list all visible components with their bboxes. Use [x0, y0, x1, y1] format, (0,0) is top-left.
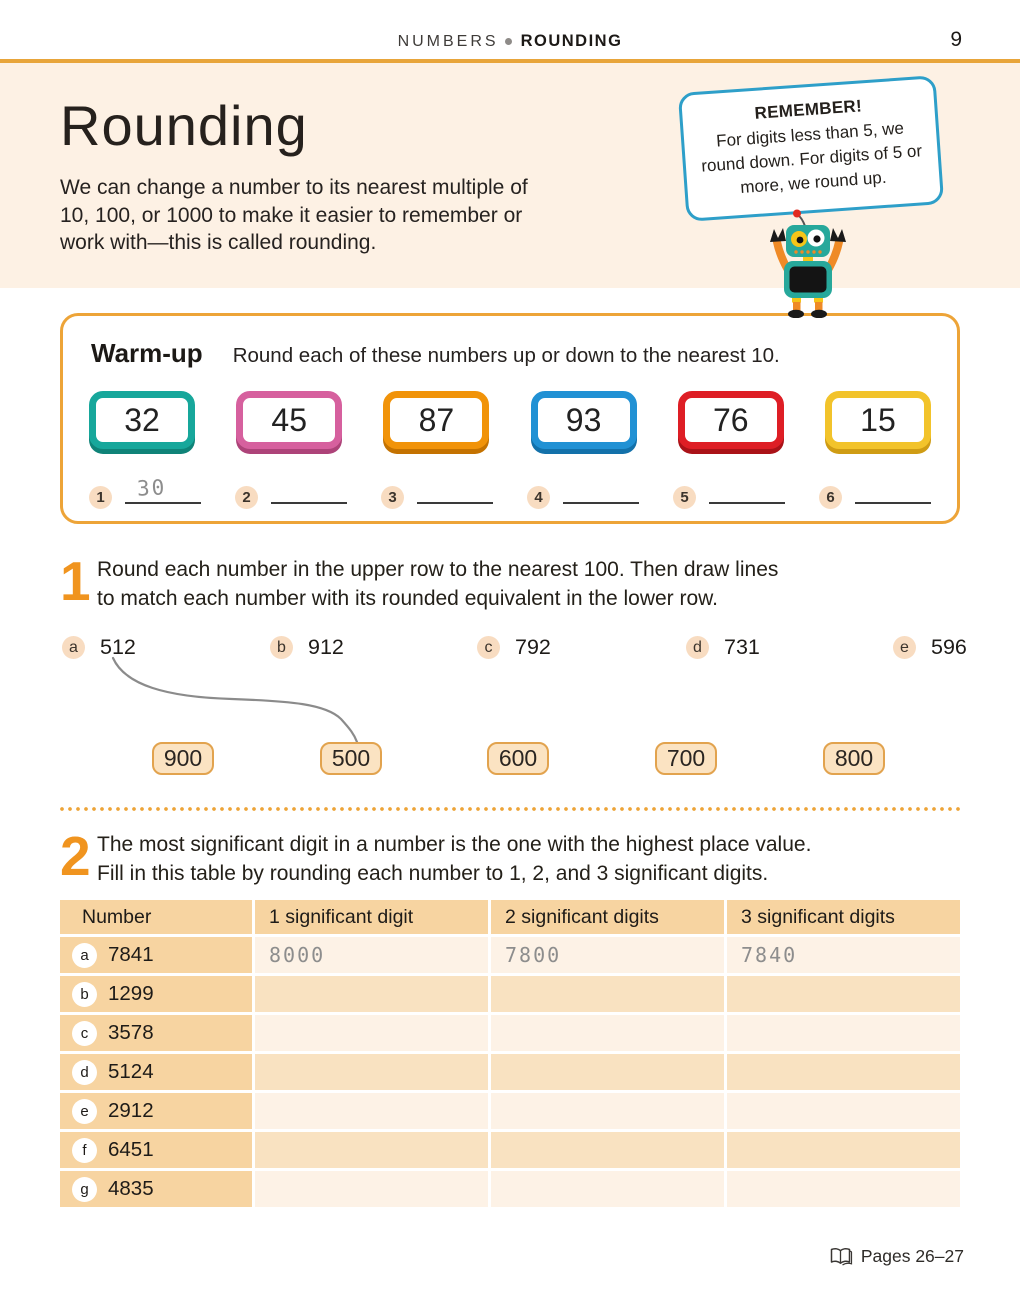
- warmup-card-45: 45: [236, 391, 342, 449]
- match-item-value: 912: [308, 635, 344, 659]
- exercise2-instruction-line1: The most significant digit in a number is the one with the highest place value.: [97, 833, 812, 856]
- row-letter-badge: d: [72, 1060, 97, 1085]
- row-letter-badge: a: [72, 943, 97, 968]
- table-header-2-sig-digits: 2 significant digits: [491, 900, 724, 934]
- table-header-number: Number: [60, 900, 252, 934]
- table-answer-cell-b-2sig[interactable]: [491, 976, 724, 1012]
- exercise1-instruction-line1: Round each number in the upper row to the nearest 100. Then draw lines: [97, 558, 779, 581]
- table-answer-cell-f-3sig[interactable]: [727, 1132, 960, 1168]
- exercise2-number: 2: [60, 825, 91, 887]
- match-item-letter: d: [686, 636, 709, 659]
- match-item-letter: b: [270, 636, 293, 659]
- handwritten-answer: 8000: [269, 943, 326, 967]
- table-row-c-number: [60, 1015, 252, 1051]
- warmup-answer-blank[interactable]: [417, 502, 493, 504]
- warmup-answer-blank[interactable]: [125, 502, 201, 504]
- warmup-slot-number: 3: [381, 486, 404, 509]
- row-number-value: 2912: [108, 1099, 154, 1122]
- table-answer-cell-d-1sig[interactable]: [255, 1054, 488, 1090]
- warmup-slot-number: 1: [89, 486, 112, 509]
- table-header-3-sig-digits: 3 significant digits: [727, 900, 960, 934]
- intro-text: We can change a number to its nearest multiple of 10, 100, or 1000 to make it easier to remember or work with—this is called rounding.: [60, 176, 528, 254]
- match-item-value: 596: [931, 635, 967, 659]
- row-number-value: 3578: [108, 1021, 154, 1044]
- table-row-d-number: [60, 1054, 252, 1090]
- matching-exercise-area: [0, 613, 1020, 799]
- row-letter-badge: b: [72, 982, 97, 1007]
- table-answer-cell-a-1sig[interactable]: [255, 937, 488, 973]
- row-number-value: 4835: [108, 1177, 154, 1200]
- handwritten-answer: 7840: [741, 943, 798, 967]
- warmup-label: Warm-up: [91, 338, 203, 368]
- table-answer-cell-b-1sig[interactable]: [255, 976, 488, 1012]
- match-target-box-500[interactable]: 500: [320, 742, 382, 775]
- exercise1-header: [60, 550, 960, 613]
- table-row-b-number: [60, 976, 252, 1012]
- page-number: 9: [950, 28, 962, 51]
- warmup-slot-number: 2: [235, 486, 258, 509]
- warmup-answer-slot-5: [673, 480, 785, 510]
- table-answer-cell-c-3sig[interactable]: [727, 1015, 960, 1051]
- warmup-answer-slot-3: [381, 480, 493, 510]
- match-top-item-b: [270, 635, 344, 660]
- breadcrumb-section: NUMBERS: [397, 33, 499, 50]
- table-answer-cell-g-2sig[interactable]: [491, 1171, 724, 1207]
- table-row-f-number: [60, 1132, 252, 1168]
- warmup-answer-slots: [63, 475, 957, 510]
- match-item-value: 731: [724, 635, 760, 659]
- table-answer-cell-a-2sig[interactable]: [491, 937, 724, 973]
- row-number-value: 6451: [108, 1138, 154, 1161]
- match-item-value: 512: [100, 635, 136, 659]
- row-number-value: 1299: [108, 982, 154, 1005]
- row-letter-badge: e: [72, 1099, 97, 1124]
- warmup-slot-number: 4: [527, 486, 550, 509]
- match-target-box-800[interactable]: 800: [823, 742, 885, 775]
- warmup-answer-blank[interactable]: [709, 502, 785, 504]
- table-answer-cell-c-2sig[interactable]: [491, 1015, 724, 1051]
- match-target-box-700[interactable]: 700: [655, 742, 717, 775]
- table-answer-cell-e-3sig[interactable]: [727, 1093, 960, 1129]
- warmup-answer-slot-4: [527, 480, 639, 510]
- dotted-divider: [60, 807, 960, 811]
- remember-text: For digits less than 5, we round down. For digits of 5 or more, we round up.: [700, 118, 923, 198]
- page-footer: [828, 1246, 964, 1267]
- open-book-icon: [828, 1247, 853, 1266]
- match-target-box-600[interactable]: 600: [487, 742, 549, 775]
- breadcrumb-dot-icon: [505, 38, 512, 45]
- warmup-answer-slot-1: [89, 475, 201, 510]
- match-item-letter: e: [893, 636, 916, 659]
- match-top-item-d: [686, 635, 760, 660]
- exercise2-instruction-line2: Fill in this table by rounding each number to 1, 2, and 3 significant digits.: [97, 861, 769, 885]
- breadcrumb-topic: ROUNDING: [520, 32, 623, 50]
- page-title: Rounding: [60, 94, 308, 157]
- warmup-answer-blank[interactable]: [855, 502, 931, 504]
- table-answer-cell-d-2sig[interactable]: [491, 1054, 724, 1090]
- breadcrumb: [0, 32, 1020, 51]
- warmup-handwritten-answer: 30: [136, 475, 167, 501]
- exercise1-instruction-line2: to match each number with its rounded equivalent in the lower row.: [97, 586, 719, 610]
- significant-digits-table: [60, 900, 960, 1207]
- warmup-panel: [60, 313, 960, 524]
- table-row-e-number: [60, 1093, 252, 1129]
- table-header-1-sig-digits: 1 significant digit: [255, 900, 488, 934]
- warmup-answer-slot-2: [235, 480, 347, 510]
- exercise2-header: [60, 825, 960, 888]
- table-answer-cell-b-3sig[interactable]: [727, 976, 960, 1012]
- table-answer-cell-a-3sig[interactable]: [727, 937, 960, 973]
- row-letter-badge: c: [72, 1021, 97, 1046]
- row-letter-badge: g: [72, 1177, 97, 1202]
- row-letter-badge: f: [72, 1138, 97, 1163]
- footer-pages-label: Pages 26–27: [860, 1246, 964, 1266]
- match-item-letter: a: [62, 636, 85, 659]
- table-answer-cell-c-1sig[interactable]: [255, 1015, 488, 1051]
- row-number-value: 5124: [108, 1060, 154, 1083]
- table-answer-cell-g-1sig[interactable]: [255, 1171, 488, 1207]
- warmup-card-76: 76: [678, 391, 784, 449]
- match-item-value: 792: [515, 635, 551, 659]
- warmup-card-87: 87: [383, 391, 489, 449]
- table-row-a-number: [60, 937, 252, 973]
- warmup-answer-blank[interactable]: [271, 502, 347, 504]
- table-answer-cell-f-2sig[interactable]: [491, 1132, 724, 1168]
- warmup-card-32: 32: [89, 391, 195, 449]
- warmup-card-93: 93: [531, 391, 637, 449]
- warmup-card-15: 15: [825, 391, 931, 449]
- match-target-box-900[interactable]: 900: [152, 742, 214, 775]
- robot-mascot-icon: [758, 206, 858, 323]
- exercise2-instruction: [97, 831, 811, 888]
- table-answer-cell-e-2sig[interactable]: [491, 1093, 724, 1129]
- remember-callout: [678, 75, 944, 222]
- warmup-answer-blank[interactable]: [563, 502, 639, 504]
- warmup-slot-number: 6: [819, 486, 842, 509]
- match-top-item-a: [62, 635, 136, 660]
- match-top-item-c: [477, 635, 551, 660]
- table-answer-cell-e-1sig[interactable]: [255, 1093, 488, 1129]
- row-number-value: 7841: [108, 943, 154, 966]
- warmup-slot-number: 5: [673, 486, 696, 509]
- exercise1-number: 1: [60, 550, 91, 612]
- match-item-letter: c: [477, 636, 500, 659]
- match-top-item-e: [893, 635, 967, 660]
- table-answer-cell-f-1sig[interactable]: [255, 1132, 488, 1168]
- page-header: [0, 0, 1020, 59]
- exercise1-instruction: [97, 556, 778, 613]
- table-answer-cell-d-3sig[interactable]: [727, 1054, 960, 1090]
- table-row-g-number: [60, 1171, 252, 1207]
- table-answer-cell-g-3sig[interactable]: [727, 1171, 960, 1207]
- warmup-answer-slot-6: [819, 480, 931, 510]
- warmup-number-cards: [63, 391, 957, 449]
- handwritten-answer: 7800: [505, 943, 562, 967]
- warmup-instruction: Round each of these numbers up or down to the nearest 10.: [232, 344, 780, 367]
- remember-title: REMEMBER!: [753, 96, 863, 123]
